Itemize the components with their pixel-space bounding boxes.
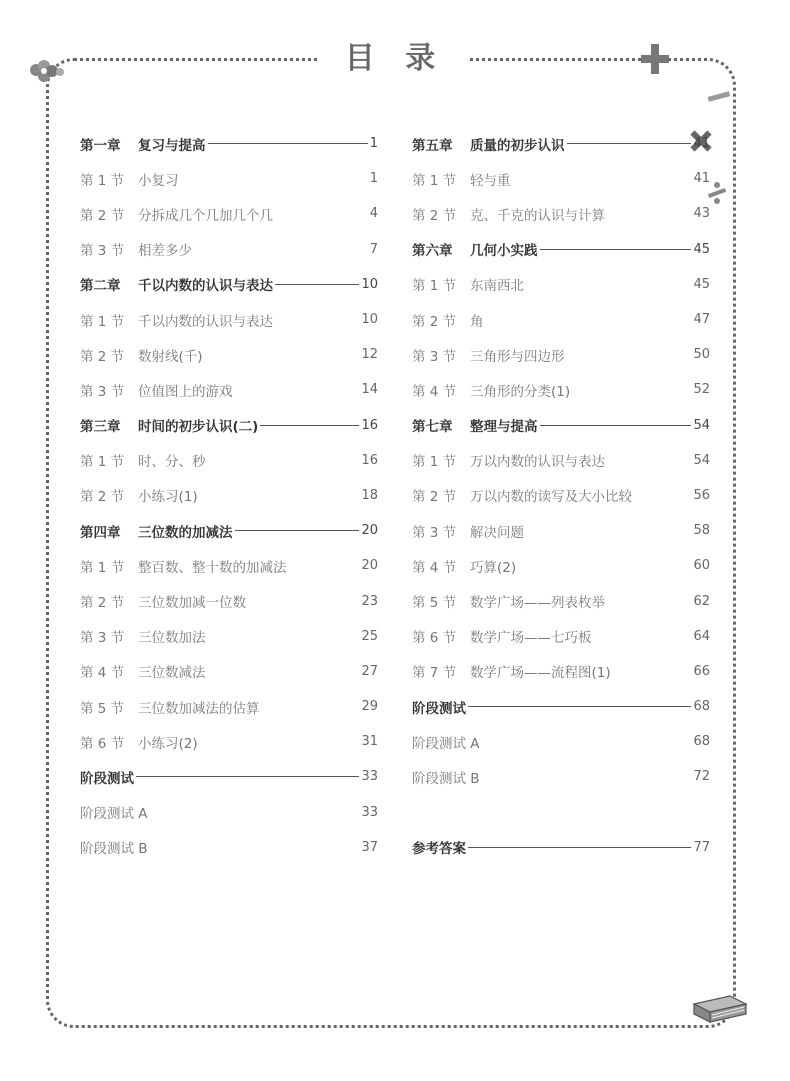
- toc-entry-page: 54: [693, 452, 710, 468]
- toc-entry-page: 60: [693, 558, 710, 574]
- toc-leader-line: [540, 425, 692, 426]
- toc-leader-line: [260, 425, 359, 426]
- toc-entry-page: 62: [693, 593, 710, 609]
- toc-entry-page: 29: [361, 699, 378, 715]
- toc-entry-section[interactable]: [412, 654, 710, 689]
- toc-entry-section[interactable]: [412, 267, 710, 302]
- toc-entry-page: 64: [693, 628, 710, 644]
- toc-entry-section[interactable]: [412, 548, 710, 583]
- toc-entry-page: 25: [361, 628, 378, 644]
- toc-leader-line: [208, 143, 368, 144]
- toc-leader-line: [136, 776, 359, 777]
- toc-leader-line: [468, 706, 691, 707]
- book-stack-icon: [690, 990, 750, 1030]
- toc-entry-title: 巧算(2): [470, 559, 517, 576]
- toc-entry-test[interactable]: [412, 689, 710, 724]
- toc-entry-title: 阶段测试 A: [80, 806, 148, 823]
- toc-entry-title: 千以内数的认识与表达: [138, 278, 273, 295]
- toc-entry-number: 第 2 节: [80, 348, 125, 365]
- toc-entry-section[interactable]: [80, 302, 378, 337]
- toc-entry-plain[interactable]: [412, 724, 710, 759]
- toc-entry-title: 阶段测试 B: [80, 841, 148, 858]
- toc-entry-number: 第 3 节: [412, 524, 457, 541]
- toc-entry-title: 阶段测试: [412, 700, 466, 717]
- toc-entry-title: 整百数、整十数的加减法: [138, 559, 287, 576]
- toc-entry-title: 复习与提高: [138, 137, 206, 154]
- toc-left-column: [80, 126, 378, 865]
- toc-entry-section[interactable]: [80, 724, 378, 759]
- toc-entry-title: 数射线(千): [138, 348, 203, 365]
- toc-entry-title: 分拆成几个几加几个几: [138, 207, 273, 224]
- toc-entry-title: 三角形与四边形: [470, 348, 565, 365]
- toc-entry-title: 三位数减法: [138, 665, 206, 682]
- toc-entry-section[interactable]: [412, 583, 710, 618]
- toc-entry-page: 16: [361, 452, 378, 468]
- toc-entry-page: 14: [361, 382, 378, 398]
- toc-entry-page: 58: [693, 523, 710, 539]
- toc-leader-line: [235, 530, 360, 531]
- toc-entry-page: 33: [361, 769, 378, 785]
- toc-entry-page: 20: [361, 558, 378, 574]
- toc-entry-page: 7: [369, 241, 378, 257]
- toc-entry-number: 第 3 节: [80, 383, 125, 400]
- toc-entry-section[interactable]: [412, 619, 710, 654]
- toc-entry-test[interactable]: [80, 759, 378, 794]
- toc-entry-page: 20: [361, 523, 378, 539]
- toc-entry-title: 三位数加减一位数: [138, 595, 246, 612]
- toc-entry-section[interactable]: [80, 337, 378, 372]
- toc-entry-number: 第 2 节: [80, 489, 125, 506]
- toc-entry-section[interactable]: [412, 302, 710, 337]
- toc-entry-number: 第 2 节: [412, 207, 457, 224]
- toc-entry-section[interactable]: [412, 372, 710, 407]
- toc-entry-page: 72: [693, 769, 710, 785]
- toc-entry-number: 第 4 节: [412, 559, 457, 576]
- toc-entry-title: 三位数加减法的估算: [138, 700, 260, 717]
- toc-entry-title: 相差多少: [138, 243, 192, 260]
- toc-entry-title: 千以内数的认识与表达: [138, 313, 273, 330]
- toc-entry-page: 10: [361, 312, 378, 328]
- flower-icon: [26, 58, 68, 88]
- toc-entry-answer[interactable]: [412, 830, 710, 865]
- toc-entry-title: 小练习(1): [138, 489, 198, 506]
- toc-entry-title: 角: [470, 313, 484, 330]
- toc-entry-number: 第三章: [80, 419, 121, 436]
- toc-entry-title: 小复习: [138, 172, 179, 189]
- toc-entry-page: 41: [693, 136, 710, 152]
- toc-entry-number: 第 1 节: [412, 454, 457, 471]
- toc-entry-page: 68: [693, 734, 710, 750]
- toc-entry-section[interactable]: [80, 548, 378, 583]
- toc-entry-page: 18: [361, 487, 378, 503]
- toc-entry-section[interactable]: [80, 583, 378, 618]
- toc-entry-title: 阶段测试: [80, 770, 134, 787]
- title-area: [320, 36, 470, 82]
- toc-entry-chapter[interactable]: [412, 126, 710, 161]
- toc-entry-section[interactable]: [412, 443, 710, 478]
- toc-entry-number: 第 7 节: [412, 665, 457, 682]
- toc-entry-section[interactable]: [80, 372, 378, 407]
- toc-entry-number: 第 5 节: [80, 700, 125, 717]
- toc-entry-number: 第 1 节: [80, 454, 125, 471]
- toc-entry-title: 时、分、秒: [138, 454, 206, 471]
- toc-entry-number: 第四章: [80, 524, 121, 541]
- toc-entry-section[interactable]: [80, 196, 378, 231]
- toc-entry-page: 43: [693, 206, 710, 222]
- toc-entry-page: 37: [361, 839, 378, 855]
- toc-entry-title: 克、千克的认识与计算: [470, 207, 605, 224]
- toc-entry-title: 东南西北: [470, 278, 524, 295]
- toc-entry-number: 第 1 节: [412, 278, 457, 295]
- toc-entry-section[interactable]: [80, 478, 378, 513]
- toc-entry-title: 几何小实践: [470, 243, 538, 260]
- toc-entry-title: 数学广场——列表枚举: [470, 595, 605, 612]
- toc-entry-plain[interactable]: [80, 795, 378, 830]
- toc-entry-page: 47: [693, 312, 710, 328]
- toc-entry-chapter[interactable]: [80, 513, 378, 548]
- toc-entry-page: 31: [361, 734, 378, 750]
- toc-entry-section[interactable]: [80, 619, 378, 654]
- toc-entry-page: 10: [361, 276, 378, 292]
- toc-spacer: [412, 795, 710, 830]
- toc-entry-title: 三位数加法: [138, 630, 206, 647]
- toc-entry-number: 第 2 节: [80, 207, 125, 224]
- toc-entry-page: 4: [369, 206, 378, 222]
- toc-entry-number: 第 1 节: [80, 559, 125, 576]
- toc-right-column: [412, 126, 710, 865]
- toc-entry-page: 41: [693, 171, 710, 187]
- toc-entry-page: 33: [361, 804, 378, 820]
- toc-entry-page: 12: [361, 347, 378, 363]
- toc-entry-page: 23: [361, 593, 378, 609]
- toc-leader-line: [567, 143, 692, 144]
- plus-icon: [640, 42, 670, 76]
- toc-entry-page: 16: [361, 417, 378, 433]
- toc-entry-number: 第七章: [412, 419, 453, 436]
- toc-entry-title: 三位数的加减法: [138, 524, 233, 541]
- toc-entry-page: 52: [693, 382, 710, 398]
- minus-icon: [706, 90, 732, 104]
- toc-entry-chapter[interactable]: [80, 126, 378, 161]
- toc-entry-title: 参考答案: [412, 841, 466, 858]
- toc-entry-chapter[interactable]: [412, 408, 710, 443]
- toc-entry-title: 位值图上的游戏: [138, 383, 233, 400]
- toc-entry-number: 第 2 节: [412, 489, 457, 506]
- toc-entry-title: 数学广场——七巧板: [470, 630, 592, 647]
- toc-entry-number: 第 2 节: [80, 595, 125, 612]
- toc-entry-section[interactable]: [412, 513, 710, 548]
- toc-entry-section[interactable]: [412, 337, 710, 372]
- toc-entry-section[interactable]: [80, 232, 378, 267]
- toc-entry-page: 1: [369, 171, 378, 187]
- toc-entry-plain[interactable]: [412, 759, 710, 794]
- toc-entry-title: 三角形的分类(1): [470, 383, 571, 400]
- toc-entry-title: 小练习(2): [138, 735, 198, 752]
- toc-entry-number: 第 3 节: [80, 630, 125, 647]
- toc-entry-section[interactable]: [412, 196, 710, 231]
- toc-entry-page: 1: [369, 136, 378, 152]
- toc-entry-page: 56: [693, 487, 710, 503]
- toc-entry-title: 阶段测试 B: [412, 770, 480, 787]
- toc-entry-number: 第 1 节: [80, 172, 125, 189]
- toc-entry-page: 77: [693, 839, 710, 855]
- toc-entry-number: 第 2 节: [412, 313, 457, 330]
- toc-entry-page: 68: [693, 699, 710, 715]
- toc-entry-title: 万以内数的读写及大小比较: [470, 489, 632, 506]
- toc-entry-page: 27: [361, 663, 378, 679]
- toc-entry-section[interactable]: [412, 161, 710, 196]
- toc-entry-number: 第一章: [80, 137, 121, 154]
- toc-entry-number: 第 6 节: [412, 630, 457, 647]
- toc-entry-title: 整理与提高: [470, 419, 538, 436]
- toc-entry-page: 45: [693, 241, 710, 257]
- toc-entry-chapter[interactable]: [80, 267, 378, 302]
- toc-entry-title: 数学广场——流程图(1): [470, 665, 611, 682]
- toc-entry-number: 第 4 节: [80, 665, 125, 682]
- toc-entry-title: 解决问题: [470, 524, 524, 541]
- toc-entry-page: 50: [693, 347, 710, 363]
- toc-entry-title: 万以内数的认识与表达: [470, 454, 605, 471]
- toc-entry-number: 第 5 节: [412, 595, 457, 612]
- toc-entry-plain[interactable]: [80, 830, 378, 865]
- toc-entry-section[interactable]: [80, 161, 378, 196]
- toc-entry-section[interactable]: [80, 689, 378, 724]
- toc-entry-number: 第 3 节: [412, 348, 457, 365]
- toc-entry-number: 第五章: [412, 137, 453, 154]
- toc-leader-line: [540, 249, 692, 250]
- toc-entry-number: 第 4 节: [412, 383, 457, 400]
- toc-entry-number: 第 3 节: [80, 243, 125, 260]
- toc-entry-page: 66: [693, 663, 710, 679]
- toc-leader-line: [275, 284, 359, 285]
- toc-entry-section[interactable]: [412, 478, 710, 513]
- toc-entry-page: 45: [693, 276, 710, 292]
- toc-entry-number: 第六章: [412, 243, 453, 260]
- toc-leader-line: [468, 847, 691, 848]
- toc-entry-number: 第 1 节: [80, 313, 125, 330]
- toc-entry-title: 质量的初步认识: [470, 137, 565, 154]
- toc-entry-section[interactable]: [80, 443, 378, 478]
- toc-entry-number: 第 1 节: [412, 172, 457, 189]
- toc-entry-chapter[interactable]: [80, 408, 378, 443]
- toc-entry-title: 轻与重: [470, 172, 511, 189]
- toc-entry-page: 54: [693, 417, 710, 433]
- page-title: 目 录: [344, 41, 446, 76]
- toc-entry-title: 时间的初步认识(二): [138, 419, 259, 436]
- toc-entry-section[interactable]: [80, 654, 378, 689]
- toc-entry-number: 第二章: [80, 278, 121, 295]
- toc-entry-title: 阶段测试 A: [412, 735, 480, 752]
- toc-entry-chapter[interactable]: [412, 232, 710, 267]
- toc-entry-number: 第 6 节: [80, 735, 125, 752]
